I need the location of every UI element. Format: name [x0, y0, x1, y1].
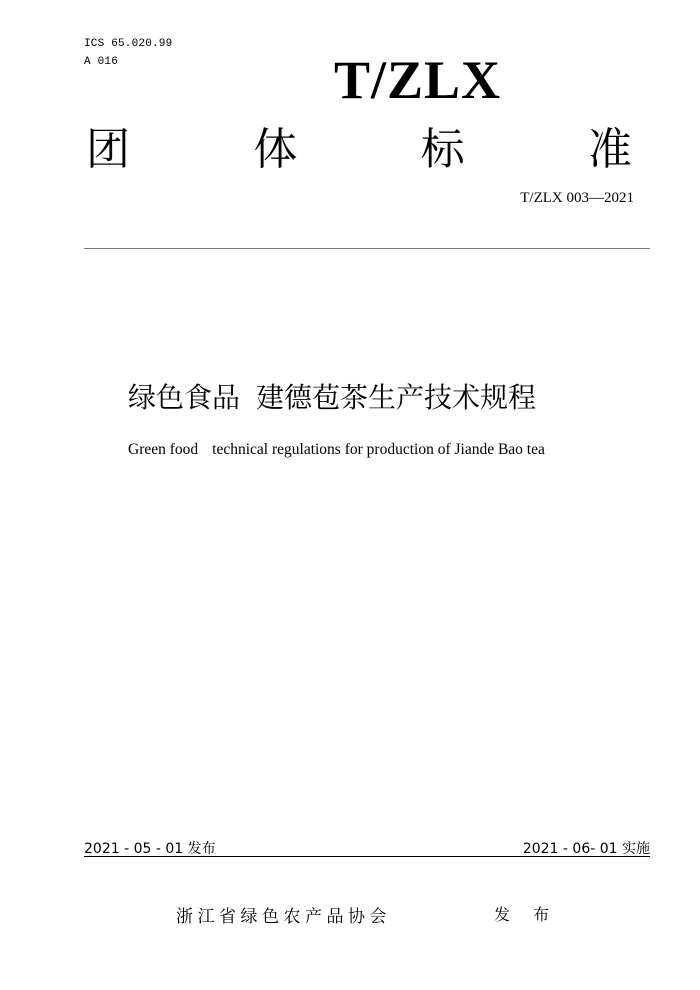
header-divider [84, 248, 650, 249]
publisher-name: 浙江省绿色农产品协会 [176, 907, 391, 927]
document-type-heading [86, 120, 632, 180]
english-title-part-2: technical regulations for production of Jiande Bao tea [212, 441, 545, 458]
doc-type-char-1: 团 [86, 124, 130, 175]
doc-type-char-2: 体 [253, 124, 298, 175]
english-title-part-1: Green food [128, 441, 199, 458]
chinese-title-part-1: 绿色食品 [128, 381, 241, 414]
publish-label: 发 布 [494, 905, 559, 924]
footer-divider [84, 856, 650, 857]
english-title [128, 441, 545, 459]
doc-type-char-3: 标 [420, 124, 465, 175]
ics-code: ICS 65.020.99 [84, 38, 173, 50]
issue-date: 2021 - 05 - 01 发布 [84, 841, 216, 857]
implementation-date: 2021 - 06- 01 实施 [522, 841, 650, 857]
doc-type-char-4: 准 [587, 124, 632, 175]
chinese-title-part-2: 建德苞茶生产技术规程 [256, 381, 537, 414]
organization-code: T/ZLX [334, 50, 502, 110]
standard-number: T/ZLX 003—2021 [520, 190, 634, 206]
chinese-title [128, 378, 536, 418]
classification-code: A 016 [84, 56, 119, 68]
